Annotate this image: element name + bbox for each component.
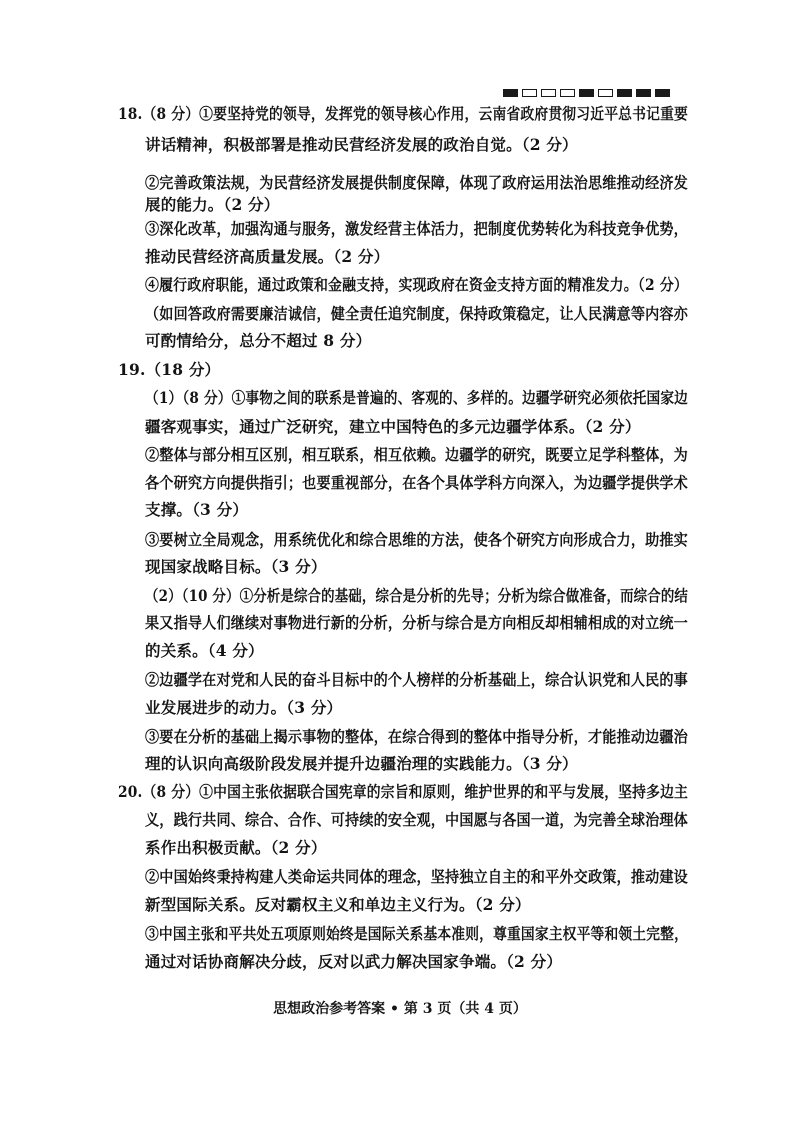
answer-line: 通过对话协商解决分歧，反对以武力解决国家争端。（2 分）: [145, 952, 563, 971]
header-mark: [560, 89, 575, 97]
answer-line: 业发展进步的动力。（3 分）: [145, 698, 343, 717]
header-mark: [636, 89, 651, 97]
answer-line: 疆客观事实，通过广泛研究，建立中国特色的多元边疆学体系。（2 分）: [145, 417, 641, 436]
answer-line: 新型国际关系。反对霸权主义和单边主义行为。（2 分）: [145, 895, 531, 914]
answer-line: 20.（8 分）①中国主张依据联合国宪章的宗旨和原则，维护世界的和平与发展，坚持多边主: [118, 782, 689, 801]
header-mark: [655, 89, 670, 97]
answer-line: ②边疆学在对党和人民的奋斗目标中的个人榜样的分析基础上，综合认识党和人民的事: [145, 670, 688, 689]
answer-line: ④履行政府职能，通过政策和金融支持，实现政府在资金支持方面的精准发力。（2 分）: [145, 275, 689, 294]
answer-line: 现国家战略目标。（3 分）: [145, 557, 327, 576]
answer-line: ③中国主张和平共处五项原则始终是国际关系基本准则，尊重国家主权平等和领土完整，: [145, 924, 688, 943]
header-mark: [598, 89, 613, 97]
answer-line: 义，践行共同、综合、合作、可持续的安全观，中国愿与各国一道，为完善全球治理体: [145, 810, 688, 829]
answer-line: ③要在分析的基础上揭示事物的整体，在综合得到的整体中指导分析，才能推动边疆治: [145, 727, 688, 746]
answer-line: 19.（18 分）: [118, 360, 221, 379]
answer-line: 可酌情给分，总分不超过 8 分）: [145, 331, 372, 350]
answer-line: ②完善政策法规，为民营经济发展提供制度保障，体现了政府运用法治思维推动经济发: [145, 173, 688, 192]
answer-line: 果又指导人们继续对事物进行新的分析，分析与综合是方向相反却相辅相成的对立统一: [145, 613, 688, 632]
answer-line: 系作出积极贡献。（2 分）: [145, 838, 327, 857]
answer-line: 理的认识向高级阶段发展并提升边疆治理的实践能力。（3 分）: [145, 754, 578, 773]
answer-line: （如回答政府需要廉洁诚信，健全责任追究制度，保持政策稳定，让人民满意等内容亦: [145, 304, 688, 323]
header-marks: [503, 89, 670, 97]
answer-line: 18.（8 分）①要坚持党的领导，发挥党的领导核心作用，云南省政府贯彻习近平总书记重要: [118, 104, 689, 123]
header-mark: [522, 89, 537, 97]
header-mark: [579, 89, 594, 97]
answer-line: 讲话精神，积极部署是推动民营经济发展的政治自觉。（2 分）: [145, 135, 578, 154]
answer-line: 推动民营经济高质量发展。（2 分）: [145, 247, 390, 266]
header-mark: [541, 89, 556, 97]
header-mark: [617, 89, 632, 97]
answer-line: （1）（8 分）①事物之间的联系是普遍的、客观的、多样的。边疆学研究必须依托国家边: [145, 388, 689, 407]
answer-line: 支撑。（3 分）: [145, 500, 249, 519]
answer-line: （2）（10 分）①分析是综合的基础，综合是分析的先导；分析为综合做准备，而综合的结: [145, 586, 689, 605]
answer-line: ③要树立全局观念，用系统优化和综合思维的方法，使各个研究方向形成合力，助推实: [145, 530, 688, 549]
answer-line: 各个研究方向提供指引；也要重视部分，在各个具体学科方向深入，为边疆学提供学术: [145, 473, 688, 492]
header-mark: [503, 89, 518, 97]
answer-line: ②中国始终秉持构建人类命运共同体的理念，坚持独立自主的和平外交政策，推动建设: [145, 867, 688, 886]
answer-line: ②整体与部分相互区别，相互联系，相互依赖。边疆学的研究，既要立足学科整体，为: [145, 445, 688, 464]
answer-line: ③深化改革，加强沟通与服务，激发经营主体活力，把制度优势转化为科技竞争优势，: [145, 219, 688, 238]
answer-line: 展的能力。（2 分）: [145, 195, 280, 214]
page-footer: 思想政治参考答案 • 第 3 页（共 4 页）: [273, 1001, 527, 1017]
answer-line: 的关系。（4 分）: [145, 641, 264, 660]
